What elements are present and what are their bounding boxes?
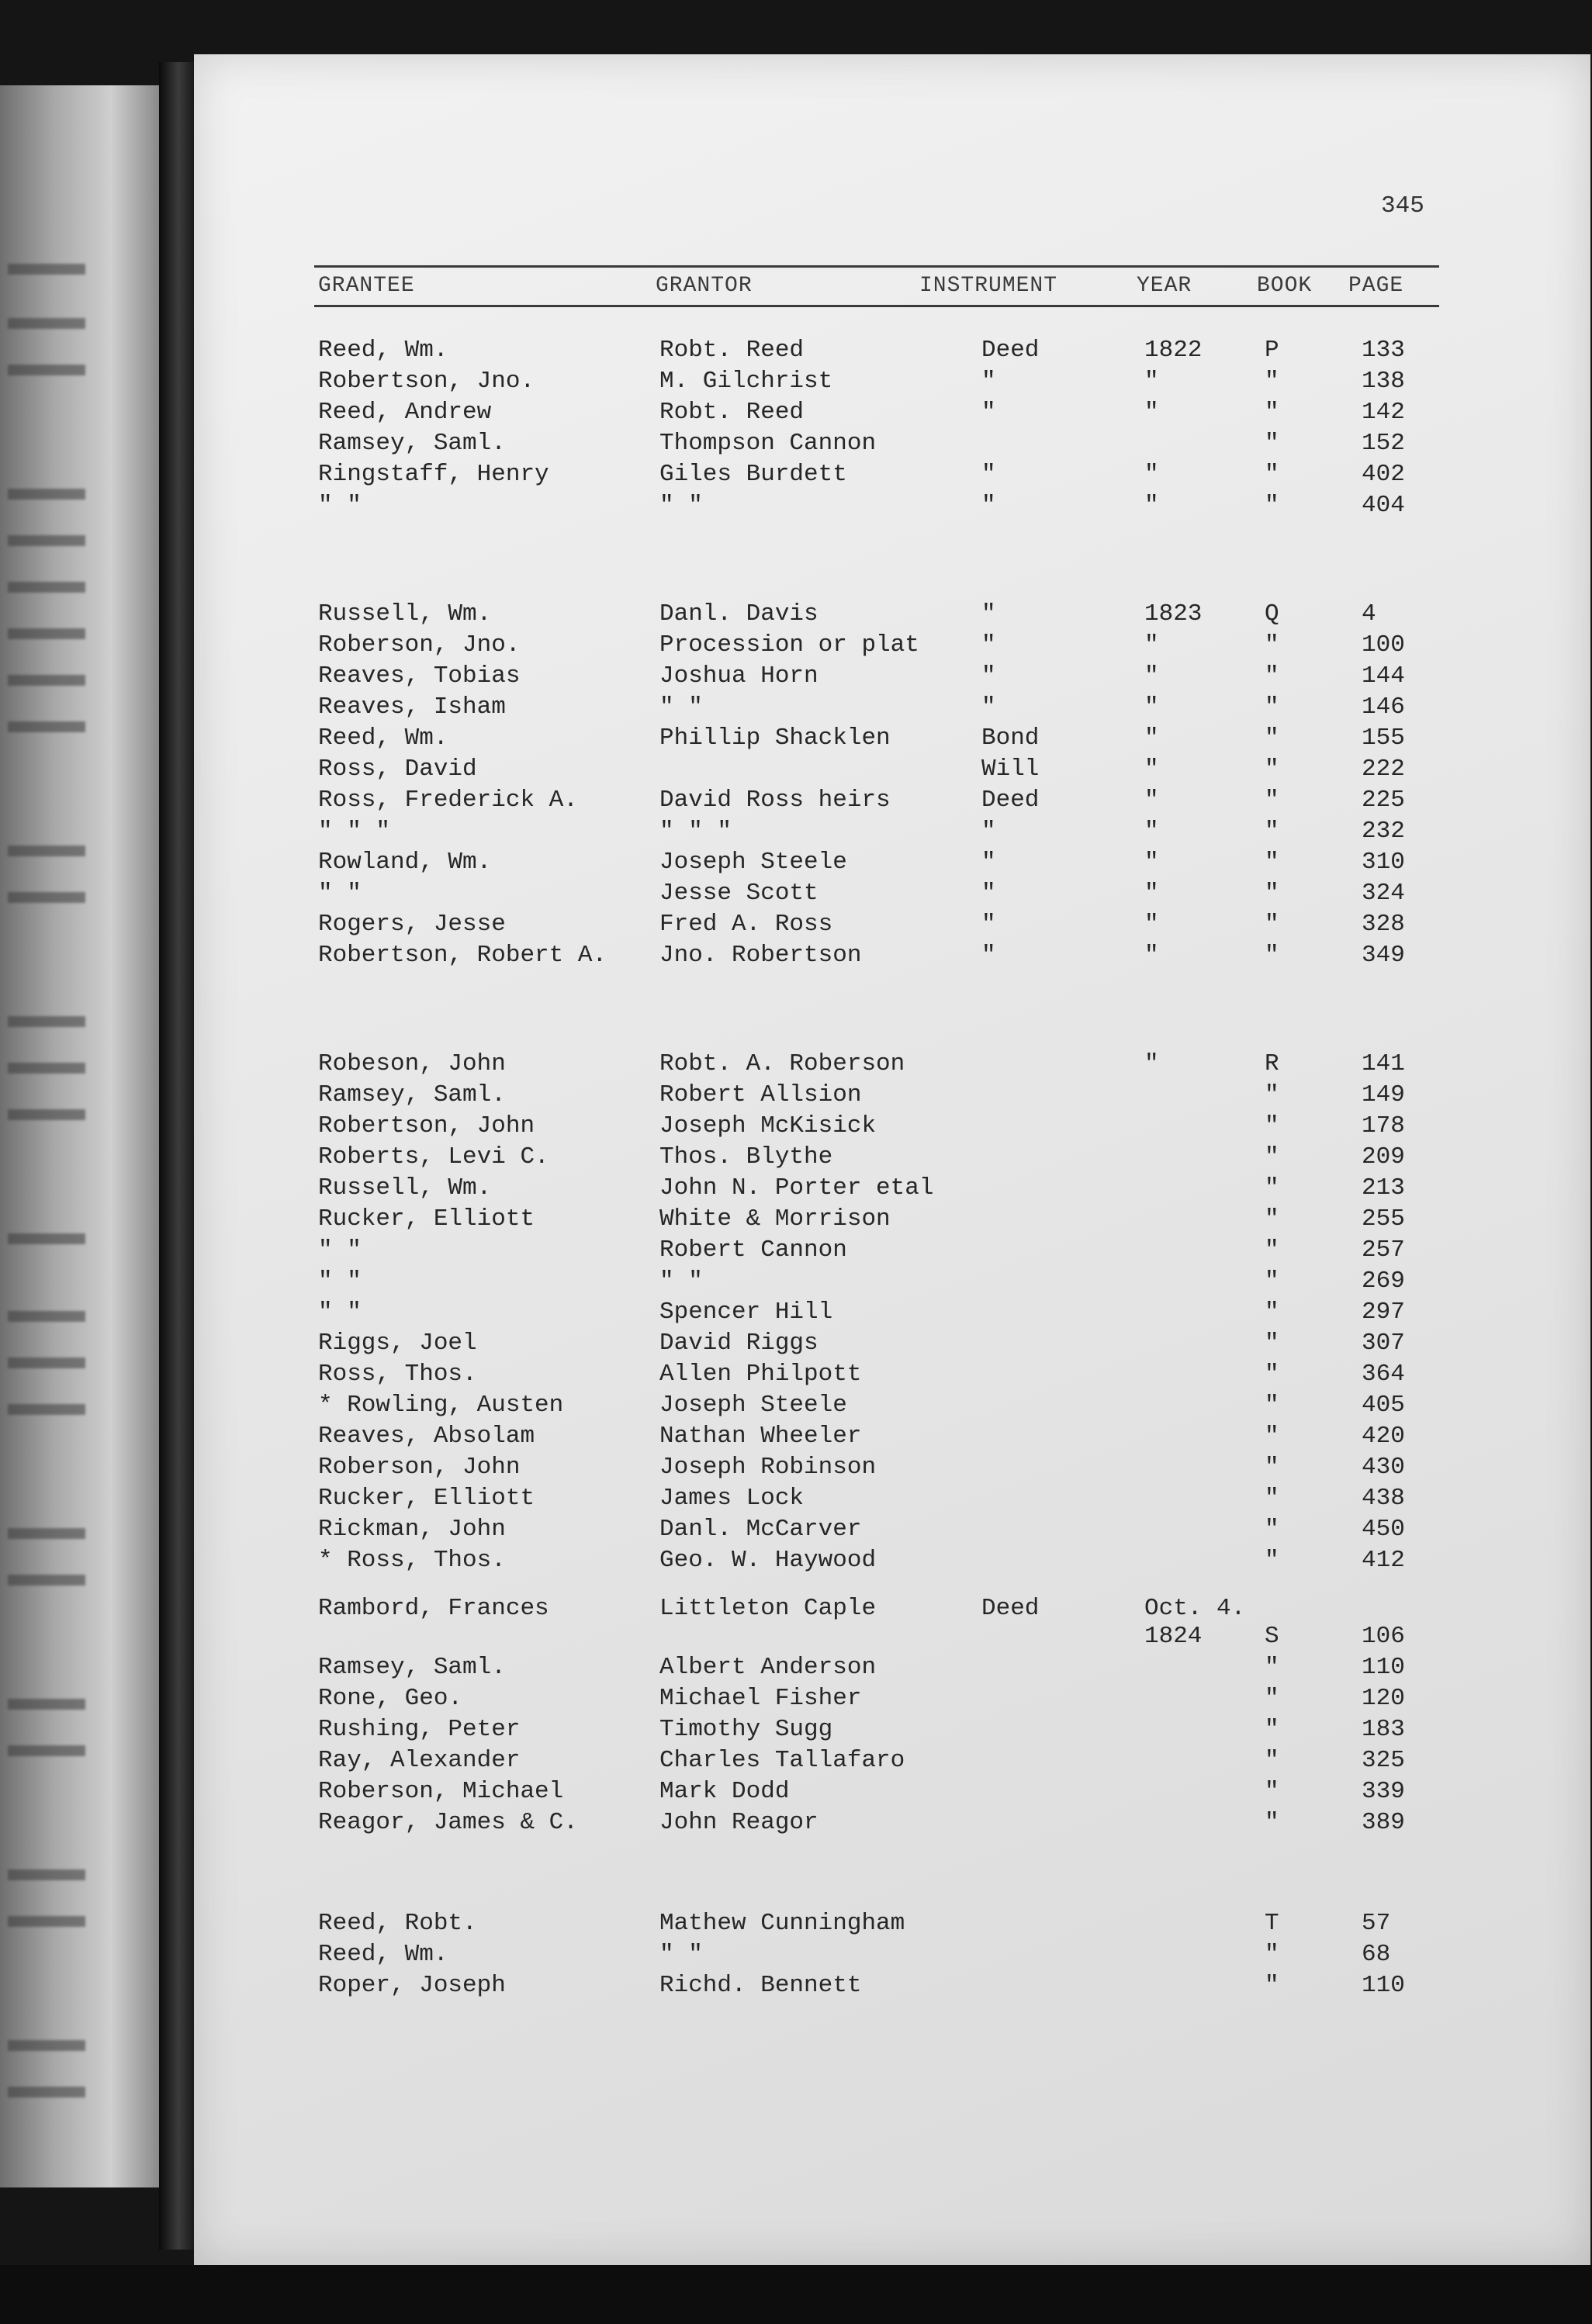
grantor-cell: Mark Dodd	[659, 1778, 790, 1805]
year-cell: "	[1144, 880, 1159, 907]
ledger-row	[194, 1390, 1590, 1421]
book-cell: "	[1265, 1423, 1279, 1450]
ledger-row	[194, 816, 1590, 847]
year-cell: "	[1144, 492, 1159, 519]
page-number-cell: 438	[1362, 1485, 1405, 1512]
ledger-row	[194, 490, 1590, 521]
instrument-cell: "	[981, 662, 996, 690]
ledger-row	[194, 1776, 1590, 1807]
page-number-cell: 146	[1362, 693, 1405, 721]
ledger-row	[194, 723, 1590, 754]
page-number-cell: 222	[1362, 756, 1405, 783]
instrument-cell: Deed	[981, 1595, 1040, 1622]
grantor-cell: " "	[659, 1267, 703, 1295]
ledger-row	[194, 1514, 1590, 1545]
ledger-row	[194, 1080, 1590, 1111]
ledger-row	[194, 1328, 1590, 1359]
year-cell: "	[1144, 693, 1159, 721]
grantee-cell: Robertson, Robert A.	[318, 942, 607, 969]
instrument-cell: "	[981, 368, 996, 395]
page-number-cell: 68	[1362, 1941, 1391, 1968]
page-number-cell: 232	[1362, 818, 1405, 845]
year-cell: "	[1144, 1050, 1159, 1077]
book-cell: "	[1265, 1112, 1279, 1140]
grantee-cell: Roberts, Levi C.	[318, 1143, 549, 1171]
ledger-row	[194, 1939, 1590, 1970]
ledger-row	[194, 661, 1590, 692]
book-cell: "	[1265, 1716, 1279, 1743]
grantor-cell: Robt. Reed	[659, 399, 805, 426]
ledger-row	[194, 1297, 1590, 1328]
grantee-cell: " "	[318, 492, 362, 519]
ledger-row	[194, 630, 1590, 661]
grantee-cell: Rucker, Elliott	[318, 1205, 535, 1233]
header-rule-top	[314, 265, 1439, 268]
grantee-cell: Rowland, Wm.	[318, 849, 492, 876]
ledger-row	[194, 940, 1590, 971]
grantor-cell: John Reagor	[659, 1809, 818, 1836]
book-cell: "	[1265, 1205, 1279, 1233]
ledger-row	[194, 335, 1590, 366]
grantor-cell: White & Morrison	[659, 1205, 891, 1233]
book-cell: "	[1265, 1081, 1279, 1108]
year-cell: "	[1144, 756, 1159, 783]
year-cell: "	[1144, 399, 1159, 426]
grantor-cell: Fred A. Ross	[659, 911, 833, 938]
grantee-cell: Rushing, Peter	[318, 1716, 521, 1743]
book-cell: "	[1265, 1747, 1279, 1774]
book-cell: R	[1265, 1050, 1279, 1077]
grantor-cell: " " "	[659, 818, 732, 845]
year-cell: "	[1144, 725, 1159, 752]
grantor-cell: Allen Philpott	[659, 1361, 862, 1388]
year-cell: 1824	[1144, 1623, 1203, 1650]
grantor-cell: Thos. Blythe	[659, 1143, 833, 1171]
grantee-cell: " "	[318, 1299, 362, 1326]
grantee-cell: Reaves, Isham	[318, 693, 506, 721]
book-cell: "	[1265, 1685, 1279, 1712]
grantee-cell: Roberson, John	[318, 1454, 521, 1481]
ledger-row	[194, 1621, 1590, 1652]
ledger-row	[194, 847, 1590, 878]
grantor-cell: Mathew Cunningham	[659, 1910, 905, 1937]
page-number-cell: 152	[1362, 430, 1405, 457]
instrument-cell: "	[981, 818, 996, 845]
ledger-row	[194, 754, 1590, 785]
book-cell: "	[1265, 631, 1279, 659]
ledger-row	[194, 459, 1590, 490]
book-cell: "	[1265, 430, 1279, 457]
page-number-cell: 144	[1362, 662, 1405, 690]
book-cell: "	[1265, 849, 1279, 876]
grantor-cell: Jno. Robertson	[659, 942, 862, 969]
ledger-row	[194, 1683, 1590, 1714]
book-cell: "	[1265, 1299, 1279, 1326]
page-number-cell: 138	[1362, 368, 1405, 395]
grantee-cell: Roberson, Jno.	[318, 631, 521, 659]
book-cell: "	[1265, 368, 1279, 395]
book-cell: "	[1265, 756, 1279, 783]
grantee-cell: Robertson, Jno.	[318, 368, 535, 395]
book-cell: "	[1265, 880, 1279, 907]
page-number-cell: 389	[1362, 1809, 1405, 1836]
instrument-cell: Will	[981, 756, 1040, 783]
ledger-row	[194, 909, 1590, 940]
grantee-cell: Russell, Wm.	[318, 600, 492, 628]
grantor-cell: " "	[659, 693, 703, 721]
year-cell: "	[1144, 631, 1159, 659]
grantor-cell: " "	[659, 1941, 703, 1968]
year-cell: "	[1144, 368, 1159, 395]
grantor-cell: Joseph Robinson	[659, 1454, 877, 1481]
grantee-cell: Rickman, John	[318, 1516, 506, 1543]
page-number-cell: 141	[1362, 1050, 1405, 1077]
ledger-row	[194, 1545, 1590, 1576]
grantor-cell: Giles Burdett	[659, 461, 847, 488]
year-cell: "	[1144, 818, 1159, 845]
book-cell: "	[1265, 911, 1279, 938]
book-cell: "	[1265, 1267, 1279, 1295]
grantor-cell: Robert Cannon	[659, 1236, 847, 1264]
grantor-cell: Danl. Davis	[659, 600, 818, 628]
grantee-cell: Ramsey, Saml.	[318, 1081, 506, 1108]
book-cell: "	[1265, 399, 1279, 426]
header-instrument: INSTRUMENT	[919, 274, 1058, 298]
year-cell: "	[1144, 461, 1159, 488]
grantor-cell: Richd. Bennett	[659, 1972, 862, 1999]
grantee-cell: Reed, Wm.	[318, 337, 448, 364]
grantor-cell: James Lock	[659, 1485, 805, 1512]
year-cell: "	[1144, 849, 1159, 876]
book-cell: "	[1265, 818, 1279, 845]
grantor-cell: Nathan Wheeler	[659, 1423, 862, 1450]
grantor-cell: Robt. A. Roberson	[659, 1050, 905, 1077]
page-number-cell: 310	[1362, 849, 1405, 876]
book-cell: "	[1265, 1485, 1279, 1512]
year-cell: 1822	[1144, 337, 1203, 364]
page-number-cell: 57	[1362, 1910, 1391, 1937]
page-number-cell: 404	[1362, 492, 1405, 519]
book-cell: "	[1265, 693, 1279, 721]
page-number-cell: 4	[1362, 600, 1376, 628]
grantor-cell: Joseph McKisick	[659, 1112, 877, 1140]
instrument-cell: "	[981, 880, 996, 907]
book-cell: "	[1265, 1174, 1279, 1202]
instrument-cell: "	[981, 399, 996, 426]
ledger-row	[194, 878, 1590, 909]
grantee-cell: Ramsey, Saml.	[318, 430, 506, 457]
grantor-cell: Phillip Shacklen	[659, 725, 891, 752]
grantor-cell: Joshua Horn	[659, 662, 818, 690]
ledger-row	[194, 1908, 1590, 1939]
instrument-cell: Bond	[981, 725, 1040, 752]
grantee-cell: Reed, Robt.	[318, 1910, 477, 1937]
instrument-cell: Deed	[981, 337, 1040, 364]
ledger-row	[194, 1970, 1590, 2001]
ledger-row	[194, 366, 1590, 397]
page-number-cell: 120	[1362, 1685, 1405, 1712]
page-number-cell: 110	[1362, 1654, 1405, 1681]
grantee-cell: " "	[318, 880, 362, 907]
ledger-row	[194, 1652, 1590, 1683]
page-number-cell: 142	[1362, 399, 1405, 426]
grantee-cell: Ross, Thos.	[318, 1361, 477, 1388]
grantee-cell: Robertson, John	[318, 1112, 535, 1140]
page-number-cell: 155	[1362, 725, 1405, 752]
instrument-cell: "	[981, 492, 996, 519]
page-number-cell: 420	[1362, 1423, 1405, 1450]
instrument-cell: "	[981, 631, 996, 659]
grantor-cell: Littleton Caple	[659, 1595, 877, 1622]
book-cell: "	[1265, 461, 1279, 488]
grantee-cell: Rone, Geo.	[318, 1685, 463, 1712]
grantee-cell: Ray, Alexander	[318, 1747, 521, 1774]
header-book: BOOK	[1257, 274, 1313, 298]
grantee-cell: Reed, Andrew	[318, 399, 492, 426]
ledger-row	[194, 1204, 1590, 1235]
grantee-cell: Roper, Joseph	[318, 1972, 506, 1999]
grantor-cell: David Ross heirs	[659, 787, 891, 814]
book-cell: "	[1265, 1809, 1279, 1836]
book-cell: Q	[1265, 600, 1279, 628]
book-cell: "	[1265, 1454, 1279, 1481]
book-cell: T	[1265, 1910, 1279, 1937]
book-cell: "	[1265, 725, 1279, 752]
grantee-cell: Reaves, Absolam	[318, 1423, 535, 1450]
year-cell: "	[1144, 911, 1159, 938]
ledger-row	[194, 785, 1590, 816]
grantee-cell: Riggs, Joel	[318, 1330, 477, 1357]
year-cell: "	[1144, 787, 1159, 814]
grantee-cell: Reagor, James & C.	[318, 1809, 578, 1836]
ledger-row	[194, 1745, 1590, 1776]
ledger-page	[194, 54, 1590, 2265]
ledger-row	[194, 1111, 1590, 1142]
grantee-cell: Reaves, Tobias	[318, 662, 521, 690]
page-number-cell: 213	[1362, 1174, 1405, 1202]
page-number-cell: 430	[1362, 1454, 1405, 1481]
page-number-cell: 402	[1362, 461, 1405, 488]
grantee-cell: " " "	[318, 818, 391, 845]
page-number-cell: 339	[1362, 1778, 1405, 1805]
ledger-row	[194, 1452, 1590, 1483]
page-number-cell: 297	[1362, 1299, 1405, 1326]
header-grantee: GRANTEE	[318, 274, 415, 298]
book-cell: "	[1265, 1778, 1279, 1805]
year-cell: "	[1144, 942, 1159, 969]
grantee-cell: Ross, David	[318, 756, 477, 783]
page-number-cell: 324	[1362, 880, 1405, 907]
page-number-cell: 209	[1362, 1143, 1405, 1171]
ledger-row	[194, 1359, 1590, 1390]
column-header-row	[194, 274, 1590, 305]
grantor-cell: Robert Allsion	[659, 1081, 862, 1108]
ledger-row	[194, 692, 1590, 723]
page-number-cell: 269	[1362, 1267, 1405, 1295]
book-cell: "	[1265, 1547, 1279, 1574]
grantor-cell: " "	[659, 492, 703, 519]
book-cell: "	[1265, 492, 1279, 519]
page-number-cell: 328	[1362, 911, 1405, 938]
page-number-cell: 178	[1362, 1112, 1405, 1140]
grantor-cell: David Riggs	[659, 1330, 818, 1357]
grantor-cell: Robt. Reed	[659, 337, 805, 364]
grantee-cell: Ramsey, Saml.	[318, 1654, 506, 1681]
grantee-cell: Reed, Wm.	[318, 1941, 448, 1968]
page-number-cell: 257	[1362, 1236, 1405, 1264]
header-page: PAGE	[1348, 274, 1404, 298]
instrument-cell: "	[981, 600, 996, 628]
page-number-cell: 412	[1362, 1547, 1405, 1574]
header-rule-bottom	[314, 305, 1439, 307]
book-cell: "	[1265, 1972, 1279, 1999]
page-number-cell: 255	[1362, 1205, 1405, 1233]
book-cell: "	[1265, 1236, 1279, 1264]
page-number: 345	[1381, 192, 1424, 220]
grantee-cell: Russell, Wm.	[318, 1174, 492, 1202]
page-number-cell: 307	[1362, 1330, 1405, 1357]
ledger-row	[194, 1483, 1590, 1514]
page-number-cell: 100	[1362, 631, 1405, 659]
book-cell: "	[1265, 787, 1279, 814]
grantor-cell: Michael Fisher	[659, 1685, 862, 1712]
instrument-cell: "	[981, 911, 996, 938]
ledger-row	[194, 1142, 1590, 1173]
ledger-row	[194, 1421, 1590, 1452]
page-number-cell: 149	[1362, 1081, 1405, 1108]
facing-page-edge	[0, 85, 159, 2187]
grantor-cell: Thompson Cannon	[659, 430, 877, 457]
grantee-cell: * Ross, Thos.	[318, 1547, 506, 1574]
page-number-cell: 183	[1362, 1716, 1405, 1743]
book-cell: "	[1265, 1516, 1279, 1543]
grantor-cell: Jesse Scott	[659, 880, 818, 907]
grantor-cell: Albert Anderson	[659, 1654, 877, 1681]
grantee-cell: * Rowling, Austen	[318, 1392, 564, 1419]
ledger-row	[194, 1714, 1590, 1745]
page-number-cell: 110	[1362, 1972, 1405, 1999]
grantee-cell: Rogers, Jesse	[318, 911, 506, 938]
page-number-cell: 133	[1362, 337, 1405, 364]
instrument-cell: "	[981, 461, 996, 488]
grantor-cell: Danl. McCarver	[659, 1516, 862, 1543]
header-year: YEAR	[1137, 274, 1192, 298]
grantor-cell: Timothy Sugg	[659, 1716, 833, 1743]
grantor-cell: Joseph Steele	[659, 849, 847, 876]
grantee-cell: Robeson, John	[318, 1050, 506, 1077]
grantor-cell: Spencer Hill	[659, 1299, 833, 1326]
book-cell: "	[1265, 662, 1279, 690]
grantor-cell: M. Gilchrist	[659, 368, 833, 395]
page-number-cell: 325	[1362, 1747, 1405, 1774]
header-grantor: GRANTOR	[656, 274, 753, 298]
ledger-row	[194, 1173, 1590, 1204]
instrument-cell: "	[981, 693, 996, 721]
page-number-cell: 349	[1362, 942, 1405, 969]
year-cell: 1823	[1144, 600, 1203, 628]
book-cell: "	[1265, 1392, 1279, 1419]
grantor-cell: Joseph Steele	[659, 1392, 847, 1419]
ledger-row	[194, 428, 1590, 459]
book-cell: "	[1265, 1941, 1279, 1968]
ledger-row	[194, 397, 1590, 428]
page-number-cell: 225	[1362, 787, 1405, 814]
book-cell: S	[1265, 1623, 1279, 1650]
page-number-cell: 364	[1362, 1361, 1405, 1388]
grantee-cell: Ringstaff, Henry	[318, 461, 549, 488]
book-cell: "	[1265, 1143, 1279, 1171]
year-cell: "	[1144, 662, 1159, 690]
grantee-cell: Roberson, Michael	[318, 1778, 564, 1805]
book-cell: "	[1265, 942, 1279, 969]
grantee-cell: Rambord, Frances	[318, 1595, 549, 1622]
grantee-cell: Reed, Wm.	[318, 725, 448, 752]
instrument-cell: "	[981, 849, 996, 876]
ledger-row	[194, 1266, 1590, 1297]
grantor-cell: John N. Porter etal	[659, 1174, 934, 1202]
scan-bottom-edge	[0, 2265, 1592, 2324]
grantor-cell: Charles Tallafaro	[659, 1747, 905, 1774]
book-cell: P	[1265, 337, 1279, 364]
page-number-cell: 405	[1362, 1392, 1405, 1419]
grantee-cell: Ross, Frederick A.	[318, 787, 578, 814]
grantee-cell: Rucker, Elliott	[318, 1485, 535, 1512]
book-cell: "	[1265, 1361, 1279, 1388]
ledger-row	[194, 1807, 1590, 1838]
book-cell: "	[1265, 1654, 1279, 1681]
instrument-cell: "	[981, 942, 996, 969]
book-cell: "	[1265, 1330, 1279, 1357]
page-number-cell: 106	[1362, 1623, 1405, 1650]
page-number-cell: 450	[1362, 1516, 1405, 1543]
ledger-row	[194, 1593, 1590, 1624]
grantee-cell: " "	[318, 1236, 362, 1264]
grantee-cell: " "	[318, 1267, 362, 1295]
ledger-row	[194, 1049, 1590, 1080]
grantor-cell: Geo. W. Haywood	[659, 1547, 877, 1574]
ledger-row	[194, 1235, 1590, 1266]
instrument-cell: Deed	[981, 787, 1040, 814]
ledger-row	[194, 599, 1590, 630]
book-spine	[159, 62, 198, 2250]
grantor-cell: Procession or plat	[659, 631, 919, 659]
year-cell: Oct. 4.	[1144, 1595, 1246, 1622]
